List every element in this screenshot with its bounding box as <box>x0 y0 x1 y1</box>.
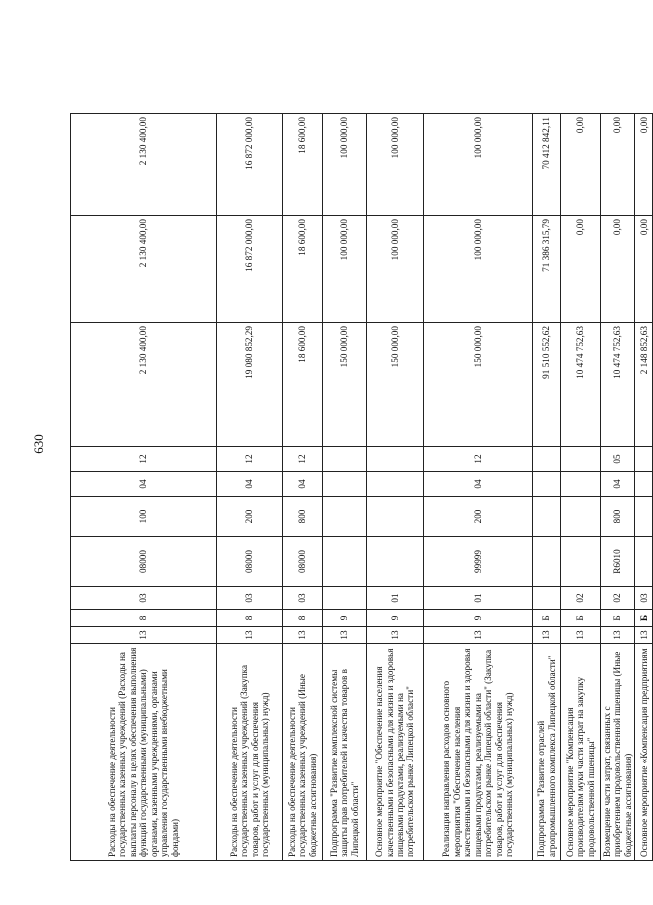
code-section: 04 <box>601 472 635 497</box>
code-program: 13 <box>561 627 601 644</box>
code-main-event: 02 <box>561 587 601 610</box>
code-main-event <box>323 587 367 610</box>
code-subprogram: Б <box>533 610 561 627</box>
code-section: 04 <box>283 472 323 497</box>
code-expense-type <box>533 497 561 537</box>
code-direction: 08000 <box>217 537 283 587</box>
value-year-3: 18 600,00 <box>283 114 323 216</box>
code-expense-type <box>367 497 424 537</box>
code-subprogram: 9 <box>323 610 367 627</box>
code-subsection: 05 <box>601 447 635 472</box>
value-year-1: 10 474 752,63 <box>601 323 635 447</box>
code-subsection <box>533 447 561 472</box>
code-subsection <box>323 447 367 472</box>
table-row <box>561 114 601 861</box>
value-year-3: 0,00 <box>561 114 601 216</box>
row-name: Возмещение части затрат, связанных с приобретением продовольственной пшеницы (Иные бюджетные ассигнования) <box>601 644 635 861</box>
code-subsection: 12 <box>283 447 323 472</box>
value-year-2: 2 130 400,00 <box>71 216 217 323</box>
code-section <box>561 472 601 497</box>
row-name: Реализация направления расходов основного мероприятия "Обеспечение населения качественными и безопасными для жизни и здоровья пищевыми продуктами, реализуемыми на потребительском рынке Липецкой области" (Закупка товаров, работ и услуг для обеспечения государственных (муниципальных) нужд) <box>424 644 533 861</box>
row-name: Подпрограмма "Развитие отраслей агропромышленного комплекса Липецкой области" <box>533 644 561 861</box>
code-direction <box>533 537 561 587</box>
code-program: 13 <box>367 627 424 644</box>
value-year-2: 0,00 <box>635 216 653 323</box>
value-year-2: 71 386 315,79 <box>533 216 561 323</box>
code-expense-type <box>323 497 367 537</box>
code-direction <box>561 537 601 587</box>
value-year-2: 0,00 <box>601 216 635 323</box>
code-program: 13 <box>635 627 653 644</box>
code-subsection <box>367 447 424 472</box>
value-year-3: 70 412 842,11 <box>533 114 561 216</box>
value-year-2: 16 872 000,00 <box>217 216 283 323</box>
code-main-event: 01 <box>424 587 533 610</box>
code-program: 13 <box>424 627 533 644</box>
code-main-event: 01 <box>367 587 424 610</box>
row-name: Подпрограмма "Развитие комплексной системы защиты прав потребителей и качества товаров в Липецкой области" <box>323 644 367 861</box>
code-program: 13 <box>601 627 635 644</box>
code-section: 04 <box>71 472 217 497</box>
code-subsection <box>561 447 601 472</box>
code-direction: R6010 <box>601 537 635 587</box>
value-year-2: 18 600,00 <box>283 216 323 323</box>
row-name: Расходы на обеспечение деятельности государственных казенных учреждений (Закупка товаров, работ и услуг для обеспечения государственных (муниципальных) нужд) <box>217 644 283 861</box>
value-year-3: 0,00 <box>635 114 653 216</box>
code-direction <box>323 537 367 587</box>
code-subprogram: 8 <box>283 610 323 627</box>
code-subprogram: 9 <box>424 610 533 627</box>
table-row <box>424 114 533 861</box>
code-direction: 99999 <box>424 537 533 587</box>
code-direction <box>367 537 424 587</box>
code-subprogram: Б <box>601 610 635 627</box>
code-direction: 08000 <box>283 537 323 587</box>
code-expense-type: 200 <box>217 497 283 537</box>
row-name: Основное мероприятие "Компенсация производителям муки части затрат на закупку продовольственной пшеницы" <box>561 644 601 861</box>
code-subprogram: 8 <box>217 610 283 627</box>
value-year-3: 16 872 000,00 <box>217 114 283 216</box>
code-section <box>367 472 424 497</box>
code-subsection <box>635 447 653 472</box>
code-program: 13 <box>533 627 561 644</box>
value-year-3: 100 000,00 <box>367 114 424 216</box>
code-program: 13 <box>283 627 323 644</box>
value-year-1: 91 510 552,62 <box>533 323 561 447</box>
code-main-event: 03 <box>283 587 323 610</box>
code-section <box>323 472 367 497</box>
code-expense-type: 800 <box>283 497 323 537</box>
row-name: Основное мероприятие «Компенсация предприятиям <box>635 644 653 861</box>
budget-table <box>70 113 653 861</box>
value-year-3: 2 130 400,00 <box>71 114 217 216</box>
code-section <box>533 472 561 497</box>
code-direction <box>635 537 653 587</box>
code-program: 13 <box>323 627 367 644</box>
value-year-1: 150 000,00 <box>367 323 424 447</box>
value-year-1: 19 080 852,29 <box>217 323 283 447</box>
table-row <box>323 114 367 861</box>
value-year-2: 0,00 <box>561 216 601 323</box>
table-row <box>601 114 635 861</box>
table-row <box>367 114 424 861</box>
code-main-event: 03 <box>635 587 653 610</box>
value-year-1: 10 474 752,63 <box>561 323 601 447</box>
code-expense-type <box>561 497 601 537</box>
row-name: Расходы на обеспечение деятельности государственных казенных учреждений (Иные бюджетные ассигнования) <box>283 644 323 861</box>
value-year-2: 100 000,00 <box>424 216 533 323</box>
code-expense-type: 800 <box>601 497 635 537</box>
code-main-event: 03 <box>71 587 217 610</box>
value-year-1: 2 130 400,00 <box>71 323 217 447</box>
value-year-3: 100 000,00 <box>323 114 367 216</box>
row-name: Расходы на обеспечение деятельности государственных казенных учреждений (Расходы на выплаты персоналу в целях обеспечения выполнения функций государственными (муниципальными) органами, казенными учреждениями, органами управления государственными внебюджетными фондами) <box>71 644 217 861</box>
value-year-3: 0,00 <box>601 114 635 216</box>
value-year-3: 100 000,00 <box>424 114 533 216</box>
value-year-1: 150 000,00 <box>424 323 533 447</box>
code-expense-type: 200 <box>424 497 533 537</box>
value-year-1: 2 148 852,63 <box>635 323 653 447</box>
table-row <box>283 114 323 861</box>
code-program: 13 <box>71 627 217 644</box>
code-main-event: 02 <box>601 587 635 610</box>
code-subprogram: 9 <box>367 610 424 627</box>
code-section: 04 <box>424 472 533 497</box>
code-expense-type <box>635 497 653 537</box>
value-year-1: 150 000,00 <box>323 323 367 447</box>
code-program: 13 <box>217 627 283 644</box>
code-section: 04 <box>217 472 283 497</box>
code-subsection: 12 <box>424 447 533 472</box>
code-subprogram: 8 <box>71 610 217 627</box>
code-subprogram: Б <box>635 610 653 627</box>
value-year-2: 100 000,00 <box>367 216 424 323</box>
code-direction: 08000 <box>71 537 217 587</box>
code-subsection: 12 <box>217 447 283 472</box>
row-name: Основное мероприятие "Обеспечение населения качественными и безопасными для жизни и здоровья пищевыми продуктами, реализуемыми на потребительском рынке Липецкой области" <box>367 644 424 861</box>
value-year-2: 100 000,00 <box>323 216 367 323</box>
table-row <box>71 114 217 861</box>
table-row <box>635 114 653 861</box>
table-row <box>217 114 283 861</box>
code-expense-type: 100 <box>71 497 217 537</box>
code-subprogram: Б <box>561 610 601 627</box>
code-main-event <box>533 587 561 610</box>
code-subsection: 12 <box>71 447 217 472</box>
code-main-event: 03 <box>217 587 283 610</box>
page-number: 630 <box>31 434 46 454</box>
table-row <box>533 114 561 861</box>
value-year-1: 18 600,00 <box>283 323 323 447</box>
code-section <box>635 472 653 497</box>
